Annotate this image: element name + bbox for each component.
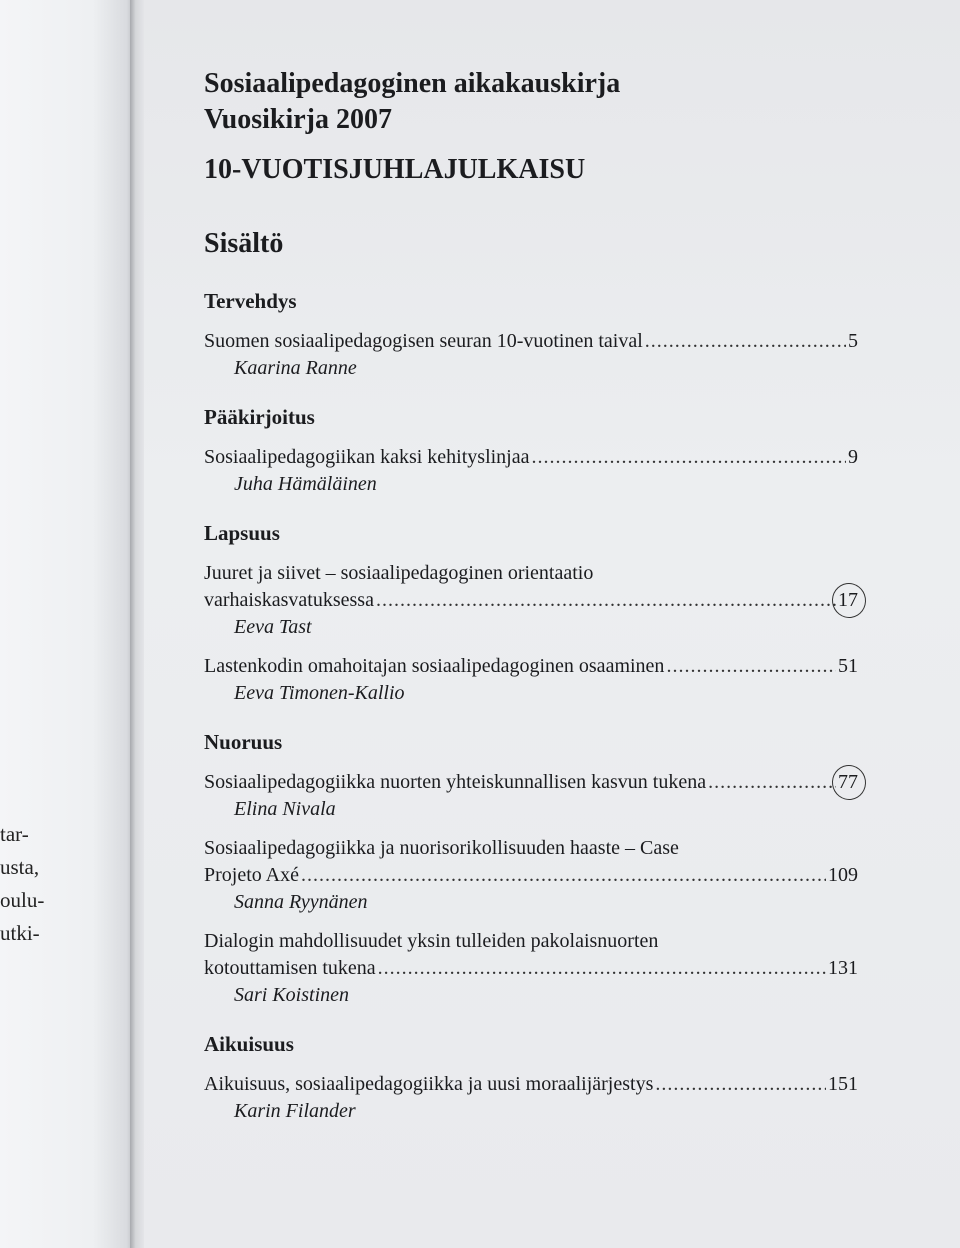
entry-title: Sosiaalipedagogiikan kaksi kehityslinjaa bbox=[204, 446, 530, 468]
entry-title: Lastenkodin omahoitajan sosiaalipedagoginen osaaminen bbox=[204, 655, 665, 677]
toc-entry-line bbox=[204, 328, 858, 355]
entry-title: Aikuisuus, sosiaalipedagogiikka ja uusi moraalijärjestys bbox=[204, 1073, 654, 1095]
entry-author: Kaarina Ranne bbox=[234, 357, 357, 379]
section-title: Lapsuus bbox=[204, 521, 280, 545]
toc-entry bbox=[204, 1071, 858, 1125]
toc-heading: Sisältö bbox=[204, 228, 284, 259]
toc-entry-line bbox=[204, 587, 858, 614]
entry-author: Eeva Tast bbox=[234, 616, 312, 638]
yearbook-title: Vuosikirja 2007 bbox=[204, 104, 393, 135]
left-page-fragment: oulu- bbox=[0, 888, 45, 912]
page-number: 51 bbox=[838, 655, 858, 677]
entry-author: Eeva Timonen-Kallio bbox=[234, 682, 405, 704]
page-number: 131 bbox=[828, 957, 858, 979]
left-page-fragment: tar- bbox=[0, 822, 29, 846]
contents-page bbox=[144, 0, 960, 1248]
page-number: 109 bbox=[828, 864, 858, 886]
entry-title-line1: Sosiaalipedagogiikka ja nuorisorikollisuuden haaste – Case bbox=[204, 837, 679, 859]
toc-entry bbox=[204, 560, 858, 641]
entry-author: Juha Hämäläinen bbox=[234, 473, 377, 495]
left-page-fragment: usta, bbox=[0, 855, 40, 879]
entry-title-line1: Dialogin mahdollisuudet yksin tulleiden pakolaisnuorten bbox=[204, 930, 659, 952]
entry-title: Sosiaalipedagogiikka nuorten yhteiskunnallisen kasvun tukena bbox=[204, 771, 707, 793]
toc-entry bbox=[204, 835, 858, 916]
book-gutter bbox=[130, 0, 144, 1248]
toc-entry-line bbox=[204, 653, 858, 680]
toc-section-nuoruus bbox=[204, 729, 858, 1009]
toc-entry bbox=[204, 444, 858, 498]
contents-body bbox=[204, 66, 858, 1137]
toc-entry-line bbox=[204, 1071, 858, 1098]
toc-entry-line bbox=[204, 769, 858, 796]
toc-section-tervehdys bbox=[204, 288, 858, 382]
left-page-fragment: utki- bbox=[0, 921, 40, 945]
entry-title-line1: Juuret ja siivet – sosiaalipedagoginen orientaatio bbox=[204, 562, 594, 584]
toc-entry bbox=[204, 328, 858, 382]
left-facing-page bbox=[0, 0, 132, 1248]
leader-dots bbox=[645, 328, 846, 355]
entry-title: kotouttamisen tukena bbox=[204, 957, 376, 979]
page-number: 9 bbox=[848, 446, 858, 468]
section-title: Nuoruus bbox=[204, 730, 283, 754]
toc-entry bbox=[204, 769, 858, 823]
entry-title: Suomen sosiaalipedagogisen seuran 10-vuotinen taival bbox=[204, 330, 643, 352]
toc-entry-line bbox=[204, 862, 858, 889]
entry-author: Sari Koistinen bbox=[234, 984, 350, 1006]
leader-dots bbox=[532, 444, 847, 471]
leader-dots bbox=[655, 1071, 826, 1098]
leader-dots bbox=[376, 587, 836, 614]
toc-entry-line bbox=[204, 444, 858, 471]
page-number-circled: 17 bbox=[838, 587, 858, 614]
page-number-circled: 77 bbox=[838, 769, 858, 796]
leader-dots bbox=[301, 862, 826, 889]
leader-dots bbox=[708, 769, 836, 796]
leader-dots bbox=[666, 653, 836, 680]
toc-entry bbox=[204, 928, 858, 1009]
entry-title: varhaiskasvatuksessa bbox=[204, 589, 374, 611]
entry-title: Projeto Axé bbox=[204, 864, 299, 886]
entry-author: Elina Nivala bbox=[234, 798, 336, 820]
leader-dots bbox=[378, 955, 826, 982]
entry-author: Karin Filander bbox=[234, 1100, 356, 1122]
journal-title: Sosiaalipedagoginen aikakauskirja bbox=[204, 68, 621, 99]
entry-author: Sanna Ryynänen bbox=[234, 891, 368, 913]
toc-section-aikuisuus bbox=[204, 1031, 858, 1125]
section-title: Tervehdys bbox=[204, 289, 297, 313]
toc-entry bbox=[204, 653, 858, 707]
page-number: 5 bbox=[848, 330, 858, 352]
section-title: Pääkirjoitus bbox=[204, 405, 315, 429]
page-number: 151 bbox=[828, 1073, 858, 1095]
section-title: Aikuisuus bbox=[204, 1032, 294, 1056]
toc-entry-line bbox=[204, 955, 858, 982]
toc-section-lapsuus bbox=[204, 520, 858, 707]
toc-section-paakirjoitus bbox=[204, 404, 858, 498]
jubilee-title: 10-VUOTISJUHLAJULKAISU bbox=[204, 154, 586, 185]
